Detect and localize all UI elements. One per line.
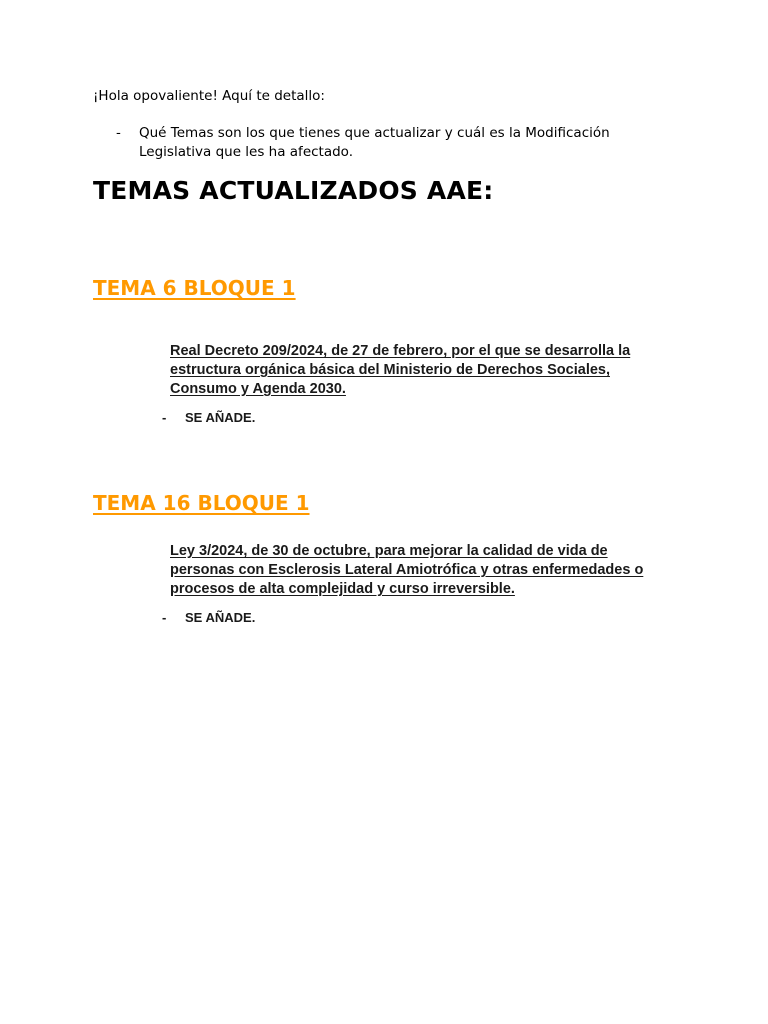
greeting-text: ¡Hola opovaliente! Aquí te detallo: [93,88,325,104]
list-item [93,124,653,161]
page-title: TEMAS ACTUALIZADOS AAE: [93,176,494,205]
note-bullet: - [162,410,167,425]
list-bullet: - [116,125,121,141]
section-heading-tema-16: TEMA 16 BLOQUE 1 [93,491,310,515]
law-reference-link[interactable]: Ley 3/2024, de 30 de octubre, para mejorar la calidad de vida de personas con Esclerosis Lateral Amiotrófica y otras enfermedades o procesos de alta complejidad y curso irreversible. [170,543,644,597]
note-text: SE AÑADE. [185,610,256,625]
section-note [162,609,255,626]
list-item-text: Qué Temas son los que tienes que actualizar y cuál es la Modificación Legislativa que les ha afectado. [139,125,610,160]
intro-list [93,124,653,161]
section-note [162,409,255,426]
law-reference-link[interactable]: Real Decreto 209/2024, de 27 de febrero, por el que se desarrolla la estructura orgánica básica del Ministerio de Derechos Sociales, Consumo y Agenda 2030. [170,343,631,397]
note-bullet: - [162,610,167,625]
section-heading-tema-6: TEMA 6 BLOQUE 1 [93,276,296,300]
note-text: SE AÑADE. [185,410,256,425]
